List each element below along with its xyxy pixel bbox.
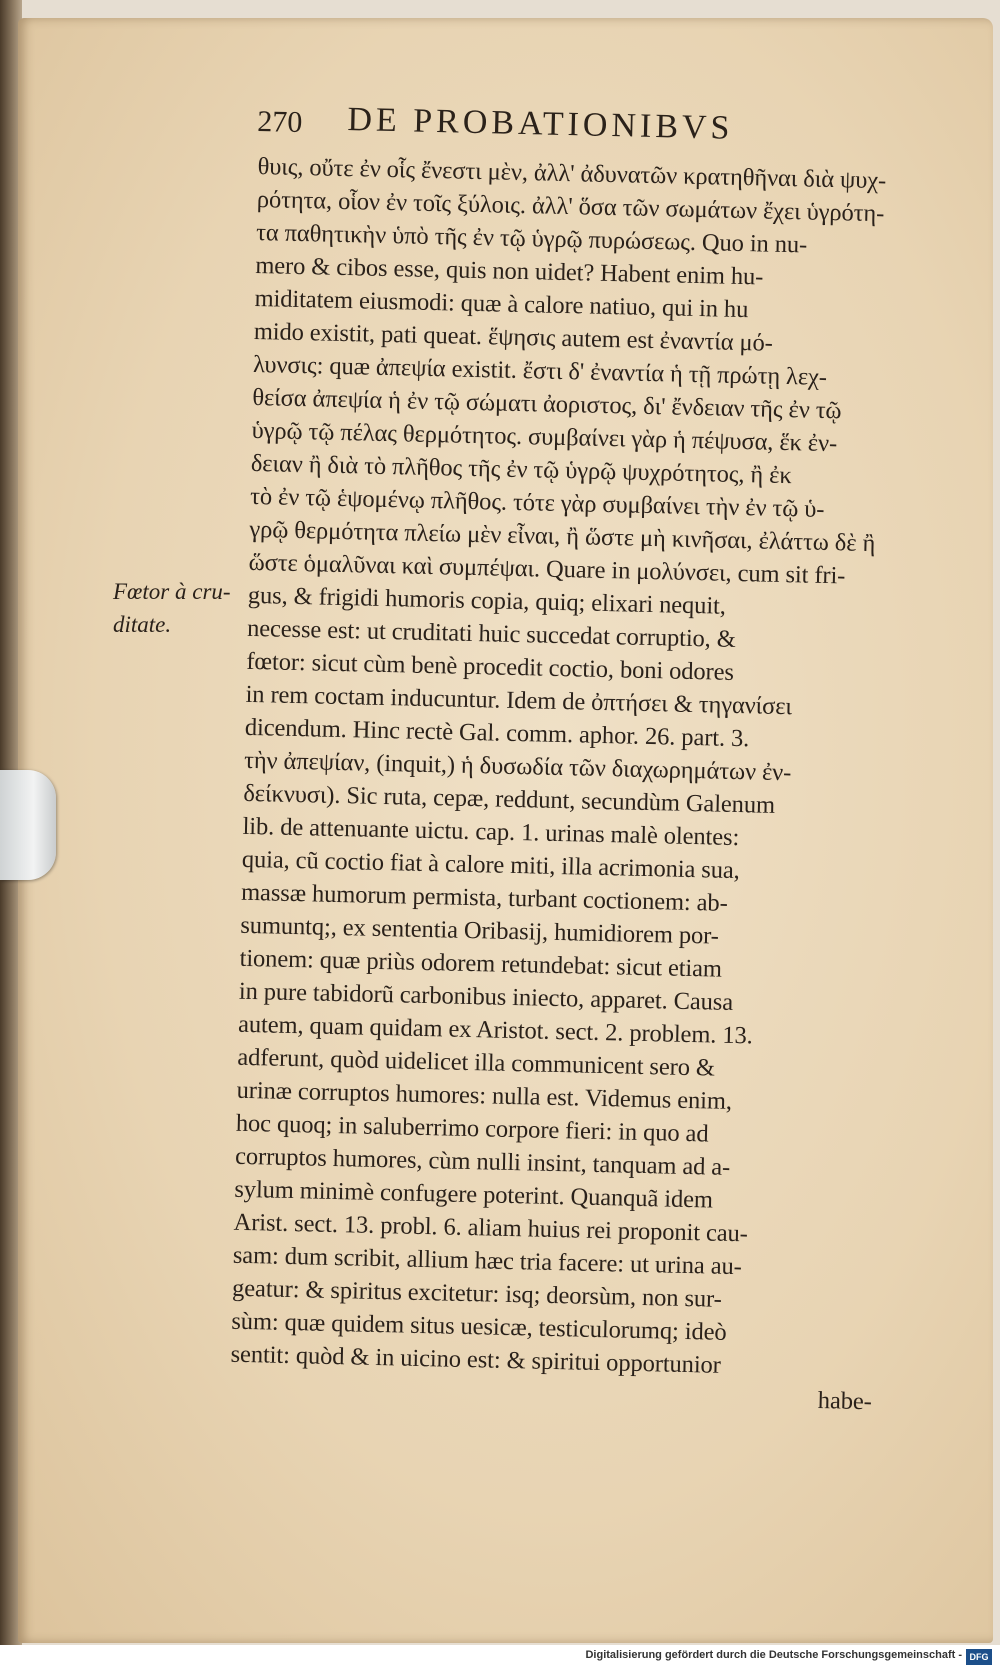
- text-line: necesse est: ut cruditati huic succedat corruptio, &: [246, 614, 737, 653]
- text-line: mero & cibos esse, quis non uidet? Habent enim hu-: [255, 251, 764, 291]
- text-line: sylum minimè confugere poterint. Quanquã idem: [234, 1175, 714, 1214]
- margin-note-line: ditate.: [113, 612, 172, 637]
- running-head: DE PROBATIONIBVS: [347, 101, 734, 147]
- text-line: massæ humorum permista, turbant coctionem: ab-: [240, 878, 729, 917]
- dfg-logo-icon: DFG: [966, 1649, 992, 1665]
- text-line: lib. de attenuante uictu. cap. 1. urinas malè olentes:: [242, 812, 740, 852]
- text-line: τὸ ἐν τῷ ἑψομένῳ πλῆθος. τότε γὰρ συμβαίνει τὴν ἐν τῷ ὑ-: [249, 482, 825, 523]
- text-line: θείσα ἀπεψία ἡ ἐν τῷ σώματι ἀοριστος, δι' ἔνδειαν τῆς ἐν τῷ: [252, 383, 842, 425]
- text-line: ὑγρῷ τῷ πέλας θερμότητος. συμβαίνει γὰρ ἡ πέψυσα, ἕκ ἐν-: [251, 416, 838, 458]
- margin-note: [113, 575, 248, 641]
- bookmark-clip: [0, 770, 56, 880]
- text-line: gus, & frigidi humoris copia, quiq; elixari nequit,: [247, 581, 727, 620]
- text-line: tionem: quæ priùs odorem retundebat: sicut etiam: [239, 944, 723, 983]
- text-line: δειαν ἢ διὰ τὸ πλῆθος τῆς ἐν τῷ ὑγρῷ ψυχρότητος, ἢ ἐκ: [250, 449, 792, 490]
- text-line: quia, cũ coctio fiat à calore miti, illa acrimonia sua,: [241, 845, 741, 885]
- text-line: sentit: quòd & in uicino est: & spiritui opportunior: [230, 1340, 722, 1379]
- text-line: in rem coctam inducuntur. Idem de ὀπτήσει & τηγανίσει: [245, 680, 793, 721]
- text-line: hoc quoq; in saluberrimo corpore fieri: in quo ad: [235, 1109, 709, 1148]
- text-line: sumuntq;, ex sententia Oribasij, humidiorem por-: [240, 911, 720, 950]
- footer-strip: [0, 1645, 1000, 1670]
- text-line: ρότητα, οἷον ἐν τοῖς ξύλοις. ἀλλ' ὅσα τῶν σωμάτων ἔχει ὑγρότη-: [256, 185, 885, 228]
- text-line: γρῷ θερμότητα πλείω μὲν εἶναι, ἢ ὥστε μὴ κινῆσαι, ἐλάττω δὲ ἢ: [249, 515, 876, 558]
- text-line: fœtor: sicut cùm benè procedit coctio, boni odores: [246, 647, 735, 686]
- text-line: sam: dum scribit, allium hæc tria facere: ut urina au-: [232, 1241, 743, 1281]
- text-line: sùm: quæ quidem situs uesicæ, testiculorumq; ideò: [231, 1307, 727, 1346]
- text-line: mido existit, pati queat. ἕψησις autem est ἐναντία μό-: [253, 317, 774, 357]
- text-line: corruptos humores, cùm nulli insint, tanquam ad a-: [234, 1142, 731, 1181]
- page-number: 270: [257, 104, 303, 140]
- text-line: δείκνυσι). Sic ruta, cepæ, reddunt, secundùm Galenum: [243, 779, 776, 819]
- text-line: autem, quam quidam ex Aristot. sect. 2. problem. 13.: [237, 1010, 753, 1050]
- margin-note-line: Fœtor à cru-: [113, 579, 231, 604]
- body-text: [228, 150, 908, 1499]
- text-line: τα παθητικὴν ὑπὸ τῆς ἐν τῷ ὑγρῷ πυρώσεως. Quo in nu-: [255, 218, 808, 259]
- text-line: dicendum. Hinc rectè Gal. comm. aphor. 26. part. 3.: [244, 713, 750, 753]
- text-line: geatur: & spiritus excitetur: isq; deorsùm, non sur-: [231, 1274, 723, 1313]
- text-line: θυις, οὔτε ἐν οἷς ἔνεστι μὲν, ἀλλ' ἀδυνατῶν κρατηθῆναι διὰ ψυχ-: [257, 152, 887, 195]
- text-line: ὥστε ὁμαλῦναι καὶ συμπέψαι. Quare in μολύνσει, cum sit fri-: [248, 548, 846, 590]
- text-line: adferunt, quòd uidelicet illa communicent sero &: [237, 1043, 716, 1082]
- text-line: λυνσις: quæ ἀπεψία existit. ἔστι δ' ἐναντία ἡ τῇ πρώτῃ λεχ-: [252, 350, 828, 391]
- catchword: habe-: [817, 1387, 873, 1416]
- text-line: τὴν ἀπεψίαν, (inquit,) ἡ δυσωδία τῶν διαχωρημάτων ἐν-: [243, 746, 792, 787]
- text-line: Arist. sect. 13. probl. 6. aliam huius rei proponit cau-: [233, 1208, 749, 1248]
- footer-credit: Digitalisierung gefördert durch die Deutsche Forschungsgemeinschaft -: [585, 1649, 962, 1661]
- text-line: in pure tabidorũ carbonibus iniecto, apparet. Causa: [238, 977, 734, 1016]
- text-line: miditatem eiusmodi: quæ à calore natiuo, qui in hu: [254, 284, 749, 324]
- text-line: urinæ corruptos humores: nulla est. Videmus enim,: [236, 1076, 733, 1115]
